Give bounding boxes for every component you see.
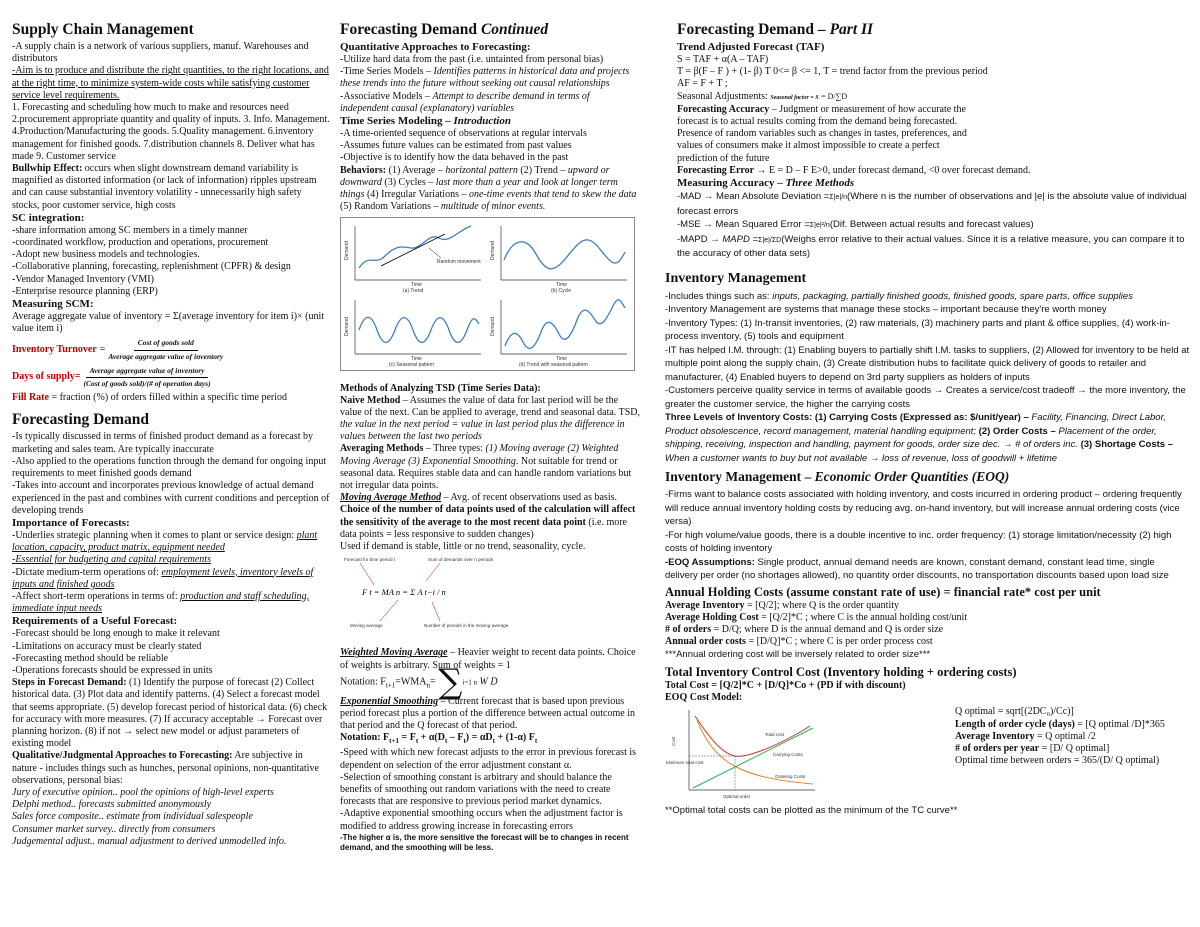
es-eq: + (1-α) F (494, 732, 535, 744)
averaging-emph: (1) Moving average (2) Weighted Moving Average (3) Exponential Smoothing (340, 443, 619, 467)
ma-fig-label: Moving average (350, 623, 383, 629)
quant-item (340, 91, 640, 115)
eoq-formula-text: = Q optimal /2 (1034, 730, 1096, 742)
steps-text: (1) Identify the purpose of forecast (2) Collect historical data. (3) Plot data and identify patterns. (4) Select a forecast model that seems appropriate. (5) develop forecast period of historical data. (6) check for accuracy with more measures. (7) If accuracy acceptable → Forecast over planning horizon. (8) if not → select new model or adjust parameters of existing model (12, 677, 328, 750)
eoq-formula-text: = [Q optimal /D]*365 (1074, 718, 1165, 730)
demand-axis-label: Demand (344, 241, 350, 261)
behaviors-emph: multitude of minor events. (440, 201, 546, 213)
inv-text: -Includes things such as: (665, 290, 773, 302)
requirements-title: Requirements of a Useful Forecast: (12, 615, 178, 628)
error-text: E = D – F E>0, under forecast demand, <0 over forecast demand. (766, 164, 1031, 176)
importance-item (12, 567, 330, 591)
tsm-item: -Assumes future values can be estimated from past values (340, 140, 572, 152)
time-axis-label: Time (411, 282, 422, 289)
importance-emph: employment levels, inventory levels of inputs and finished goods (12, 566, 314, 590)
eoq-formula-label: Length of order cycle (days) (955, 718, 1075, 730)
ma-bold: Choice of the number of data points used of the calculation will affect the sensitivity of the average to the most recent data point (340, 504, 636, 528)
weighted-moving-average (340, 647, 640, 671)
fill-text: = fraction (%) of orders filled within a specific time period (48, 392, 287, 404)
forecast-accuracy (677, 104, 967, 165)
days-label: Days of supply= (12, 371, 81, 383)
panel-c-label: (c) Seasonal pattern (389, 362, 435, 369)
mape-text: -MAPD → (677, 233, 723, 245)
quant-item: -Utilize hard data from the past (i.e. untainted from personal bias) (340, 54, 604, 65)
behaviors-text: (3) Cycles – (381, 176, 436, 188)
min-cost-label: Minimum total cost (666, 760, 704, 766)
ahc-text: = [D/Q]*C ; where C is per order process cost (745, 636, 933, 648)
turnover-formula: Inventory Turnover = Cost of goods sold Average aggregate value of inventory (12, 337, 330, 362)
behaviors-emph: one-time events that tend to skew the data (468, 189, 637, 201)
accuracy-text: – Judgment or measurement of how accurate the forecast is to actual results coming from the demand being forecasted. Presence of random variables such as changes in tastes, preferences, and values of consumers make it almost impossible to create a perfect prediction of the future (677, 103, 967, 164)
ahc-label: Average Inventory (665, 599, 745, 611)
behaviors-label: Behaviors: (340, 164, 387, 176)
importance-emph: plant location, capacity, product matrix, equipment needed (12, 529, 318, 554)
cost-axis-label: Cost (671, 736, 676, 747)
ahc-item (665, 636, 1190, 648)
ahc-text: = [Q/2]; where Q is the order quantity (744, 599, 900, 611)
quant-text: -Time Series Models – (340, 66, 434, 78)
total-inventory-cost-title: Total Inventory Control Cost (Inventory holding + ordering costs) (665, 664, 1017, 679)
methods-title: Methods of Analyzing TSD (Time Series Data): (340, 382, 541, 394)
fd-item: -Is typically discussed in terms of finished product demand as a forecast by marketing and sales team. Are typically inaccurate (12, 431, 314, 455)
annual-holding-costs-title: Annual Holding Costs (assume constant rate of use) = financial rate* cost per unit (665, 584, 1101, 599)
column-3 (665, 18, 1190, 923)
qualitative-item: Consumer market survey.. directly from consumers (12, 823, 216, 835)
eoq-formula (955, 743, 1190, 755)
importance-text: -Affect short-term operations in terms of: (12, 590, 181, 602)
inv-costs-emph: When a customer wants to buy but not available → loss of revenue, loss of goodwill + lifetime (665, 452, 1058, 464)
integration-item: -Vendor Managed Inventory (VMI) (12, 273, 154, 285)
taf-formula: T = β(F – F ) + (1- β) T 0<= β <= 1, T = trend factor from the previous period (677, 66, 988, 78)
mse-desc: (Dif. Between actual results and forecast values) (829, 219, 1034, 231)
ahc-note: ***Annual ordering cost will be inversely related to order size*** (665, 649, 931, 661)
tsm-item: -A time-oriented sequence of observations at regular intervals (340, 128, 587, 140)
es-eq: ) = αD (465, 732, 493, 744)
optimal-order-label: Optimal order (723, 794, 751, 800)
quant-emph: Attempt to describe demand in terms of independent causal (explanatory) variables (340, 90, 590, 114)
behaviors (340, 165, 640, 214)
importance-text: -Dictate medium-term operations of: (12, 566, 162, 578)
demand-axis-label: Demand (490, 317, 496, 337)
requirement-item: -Forecasting method should be reliable (12, 652, 169, 664)
averaging-methods (340, 443, 640, 492)
measuring-accuracy-title (677, 177, 1190, 190)
averaging-text: . Not suitable for trend or seasonal data. Requires stable data and can handle random variations but not irregular data points. (340, 455, 632, 492)
behaviors-emph: horizontal pattern (445, 164, 518, 176)
wma-notation: Notation: $F_{t+1}=WMA_n= \sum i=1$ n W D (340, 661, 498, 702)
requirement-item: -Limitations on accuracy must be clearly stated (12, 640, 202, 652)
behaviors-text: (2) Trend – (517, 164, 568, 176)
behaviors-emph: last more than a year and look at longer term things (340, 176, 618, 201)
panel-b-label: (b) Cycle (551, 288, 572, 295)
scm-list: 1. Forecasting and scheduling how much to make and resources need 2.procurement appropriate quantity and quality of inputs. 3. Info. Management. 4.Production/Manufacturing the goods. 5.Quality management. 6.inventory management for finished goods. 7.distribution channels 8. Deliver what has made 9. Customer service (12, 102, 330, 162)
pointer-line (360, 563, 374, 585)
exponential-smoothing (340, 696, 640, 733)
es-eq: – F (447, 732, 464, 744)
time-series-patterns-figure (340, 217, 635, 371)
pointer-line (432, 602, 440, 621)
averaging-label: Averaging Methods (340, 443, 424, 455)
integration-item: -Collaborative planning, forecasting, replenishment (CPFR) & design (12, 261, 291, 273)
inv-item: -Customers perceive quality service in terms of available goods → Creates a service/cost tradeoff → the more inventory, the greater the customer service, the higher the carrying costs (665, 385, 1186, 410)
ahc-item (665, 600, 1190, 612)
ma-fig-label: Sum of demands over n periods (428, 557, 494, 563)
eoq-formula-text: = [D/ Q optimal] (1039, 743, 1110, 755)
panel-d-label: (d) Trend with seasonal pattern (519, 362, 588, 369)
ma-fig-label: Number of periods in the moving average (424, 623, 509, 629)
ma-equation: F t = MA n = Σ A t−i / n (362, 587, 446, 598)
ahc-label: # of orders (665, 623, 712, 635)
total-cost-curve (695, 716, 810, 756)
inv-costs-label: (3) Shortage Costs – (1077, 439, 1173, 451)
title-text: Forecasting Demand – (677, 21, 830, 38)
inv-costs (665, 411, 1190, 465)
importance-emph: production and staff scheduling, immediate input needs (12, 590, 310, 615)
trend-direction-line (381, 234, 445, 266)
column-1 (12, 18, 330, 923)
importance-item (12, 591, 330, 615)
importance-text: -Underlies strategic planning when it comes to plant or service design: (12, 529, 297, 541)
taf-formula: S = TAF + α(A – TAF) (677, 54, 769, 65)
inv-costs-label: Three Levels of Inventory Costs: (1) Carrying Costs (Expressed as: $/unit/year) – (665, 412, 1032, 424)
fill-label: Fill Rate (12, 392, 49, 404)
eoq-formula-label: Average Inventory (955, 730, 1035, 742)
bullwhip-text: occurs when slight downstream demand variability is magnified as distorted information (or lack of information) ripples upstream and can cause substantial inventory volatility - unnecessarily high safety stocks, poor customer service, high costs (12, 163, 317, 211)
forecast-error (677, 165, 1190, 177)
qualitative-item: Judgemental adjust.. manual adjustment to derived unmodelled info. (12, 835, 287, 847)
qualitative (12, 750, 330, 787)
total-cost-label: Total cost (765, 732, 785, 738)
title-emph: Continued (480, 21, 549, 38)
eoq-formulas (955, 706, 1190, 767)
fill-rate (12, 392, 330, 404)
scm-title: Supply Chain Management (12, 21, 194, 38)
inv-item: -Inventory Types: (1) In-transit inventories, (2) raw materials, (3) machinery parts and plant & office supplies, (4) work-in-process inventory, (5) tools and equipment (665, 317, 1170, 343)
inv-costs-label: (2) Order Costs – (976, 425, 1059, 437)
naive-label: Naive Method (340, 394, 401, 406)
integration-item: -Adopt new business models and technologies. (12, 249, 200, 261)
inv-item (665, 290, 1190, 304)
carrying-cost-line (693, 728, 813, 788)
forecasting-demand-title: Forecasting Demand (12, 411, 150, 429)
ahc-label: Annual order costs (665, 636, 746, 648)
eoq-item: -For high volume/value goods, there is a double incentive to inc. order frequency: (1) storage limitation/necessity (2) high costs of holding inventory (665, 529, 1172, 555)
time-axis-label: Time (411, 356, 422, 363)
es-eq: = F (399, 732, 416, 744)
days-formula (12, 365, 330, 390)
turnover-label: Inventory Turnover (12, 344, 97, 356)
importance-item: -Essential for budgeting and capital requirements (12, 554, 211, 566)
tsm-item: -Objective is to identify how the data behaved in the past (340, 152, 569, 164)
ma-usage: Used if demand is stable, little or no trend, seasonality, cycle. (340, 541, 586, 553)
inv-item: -IT has helped I.M. through: (1) Enabling buyers to partially shift I.M. tasks to suppliers, (2) Allowed for inventory to be held at multiple point along the supply chain, (3) Create distribution hubs to facilitate quick delivery of goods to retailer and manufacturer, (4) Enabled buyers to depend on 3rd party suppliers as holders of inputs (665, 344, 1190, 383)
importance-title: Importance of Forecasts: (12, 516, 130, 529)
fd-part2-title (677, 20, 1190, 39)
steps-label: Steps in Forecast Demand: (12, 677, 127, 689)
taf-formula: AF = F + T ; (677, 78, 728, 90)
inv-emph: inputs, packaging, partially finished goods, finished goods, spare parts, office supplies (772, 290, 1133, 302)
inv-costs-emph: Placement of the order, shipping, receiving, inspection and handling, payment for goods, order size dec. → # of orders inc. (665, 425, 1157, 451)
es-item: -Speed with which new forecast adjusts to the error in previous forecast is dependent on selection of the error adjustment constant α. (340, 747, 637, 771)
measuring-title: Measuring SCM: (12, 298, 94, 311)
demand-axis-label: Demand (490, 241, 496, 261)
time-axis-label: Time (556, 356, 567, 363)
ordering-cost-label: Ordering Costs (775, 774, 806, 780)
eoq-title (665, 467, 1190, 486)
ma-label: Moving Average Method (340, 492, 442, 504)
es-item: -Selection of smoothing constant is arbitrary and should balance the benefits of smoothing out random variations with the need to create forecasts that are responsive to previous period market dynamics. (340, 771, 612, 808)
es-text: – Current forecast that is based upon previous period forecast plus a portion of the difference between actual outcome in that period and the Q forecast of that period. (340, 695, 635, 731)
fd-continued-title (340, 20, 640, 39)
naive-emph: the value in the next period = value in last period plus the difference in values between the last two periods (340, 419, 625, 443)
eoq-formula: Q optimal = sqrt[(2DC₀)/Cc)] (955, 706, 1074, 718)
eoq-assumptions-label: -EOQ Assumptions: (665, 556, 755, 568)
accuracy-label: Forecasting Accuracy (677, 103, 770, 115)
pointer-line (380, 600, 398, 621)
quant-text: -Associative Models – (340, 90, 433, 102)
ahc-text: = D/Q; where D is the annual demand and Q is order size (711, 623, 944, 635)
fd-item: -Also applied to the operations function through the demand for ongoing input requirements to meet finished goods demand (12, 455, 327, 480)
random-label: Random movement (437, 259, 481, 266)
pointer-line (426, 563, 440, 581)
ahc-item (665, 612, 1190, 624)
seasonal-adjustments: Seasonal Adjustments: Seasonal factor = S = D/∑D (677, 90, 848, 102)
seasonal-label: Seasonal Adjustments: (677, 90, 768, 102)
turnover-denominator: Average aggregate value of inventory (108, 351, 224, 361)
column-2 (340, 18, 640, 923)
eoq-note: **Optimal total costs can be plotted as the minimum of the TC curve** (665, 805, 958, 817)
macc-text: Measuring Accuracy – (677, 177, 786, 190)
eoq-item: -Firms want to balance costs associated with holding inventory, and costs incurred in ordering product – ordering frequently will reduce annual inventory holding costs by reducing avg. on-hand inventory, but will increase annual ordering costs (vice versa) (665, 489, 1182, 528)
turnover-numerator: Cost of goods sold (134, 337, 198, 350)
eoq-cost-chart (665, 706, 825, 802)
title-emph: Part II (829, 21, 874, 38)
eoq-assumptions (665, 556, 1190, 583)
behaviors-text: (4) Irregular Variations – (364, 189, 469, 201)
eoq-section (665, 704, 1190, 804)
eoq-title-text: Inventory Management – (665, 469, 815, 485)
behaviors-text: (5) Random Variations – (340, 201, 441, 213)
measuring-text: Average aggregate value of inventory = Σ(average inventory for item i)× (unit value item i) (12, 311, 325, 335)
integration-item: -coordinated workflow, production and operations, procurement (12, 237, 269, 249)
total-cost-formula: Total Cost = [Q/2]*C + [D/Q]*Co + (PD if with discount) (665, 679, 906, 691)
tsm-title-text: Time Series Modeling – (340, 115, 454, 128)
fd-item: -Takes into account and incorporates previous knowledge of actual demand experienced in the past and combines with current conditions and perception of developing trends (12, 480, 330, 516)
qualitative-text: Are subjective in nature - includes things such as hunches, personal opinions, non-quantitative observations, personal bias: (12, 750, 319, 786)
mape-formula: MAPD = (722, 233, 759, 245)
eoq-formula-label: # of orders per year (955, 743, 1040, 755)
steps (12, 677, 330, 750)
behaviors-text: (1) Average – (386, 164, 446, 176)
carrying-cost-label: Carrying Costs (773, 752, 803, 758)
panel-a-label: (a) Trend (403, 288, 424, 295)
inv-item: -Inventory Management are systems that manage these stocks – important because they're worth money (665, 304, 1107, 316)
moving-average (340, 492, 640, 541)
averaging-text: – Three types: (423, 443, 486, 455)
eoq-formula: Optimal time between orders = 365/(D/ Q optimal) (955, 755, 1160, 767)
eoq-formula (955, 719, 1190, 731)
error-label: Forecasting Error → (677, 164, 767, 176)
mape-item: -MAPD → MAPD =Σ|e|/ΣD(Weighs error relative to their actual values. Since it is a relative measure, you can compare it to the accuracy of other data sets) (677, 233, 1185, 260)
mad-text: -MAD → Mean Absolute Deviation = (677, 191, 830, 203)
macc-emph: Three Methods (785, 177, 855, 190)
eoq-formula (955, 731, 1190, 743)
notation-text: =WMA (395, 676, 427, 688)
days-denominator: (Cost of goods sold)/(# of operation days) (83, 379, 211, 389)
mape-desc: (Weighs error relative to their actual values. Since it is a relative measure, you can compare it to the accuracy of other data sets) (677, 233, 1185, 260)
requirement-item: -Forecast should be long enough to make it relevant (12, 628, 220, 640)
mad-desc: (Where n is the number of observations and |e| is the absolute value of individual forecast errors (677, 191, 1187, 217)
bullwhip-label: Bullwhip Effect: (12, 163, 83, 175)
ma-text: (i.e. more data points = less responsive to sudden changes) (340, 516, 627, 540)
es-notation-text: Notation: F (340, 732, 390, 744)
taf-title: Trend Adjusted Forecast (TAF) (677, 41, 825, 53)
ahc-text: = [Q/2]*C ; where C is the annual holding cost/unit (758, 611, 968, 623)
es-notation: Notation: $F_{t+1} = F_t + \alpha(D_t - F_t) = \alpha D_t + (1-\alpha)$ $F_t$ (340, 732, 538, 746)
trend-seasonal-line (505, 300, 625, 349)
es-label: Exponential Smoothing (340, 695, 439, 707)
time-axis-label: Time (556, 282, 567, 289)
naive-method (340, 395, 640, 444)
cycle-line (504, 240, 625, 269)
qualitative-item: Delphi method.. forecasts submitted anonymously (12, 799, 212, 811)
ma-fig-label: Forecast for time period t (344, 557, 396, 563)
moving-average-formula-figure (340, 555, 509, 637)
inv-costs-emph: Facility, Financing, Direct Labor, Product obsolescence, record management, material handling equipment; (665, 412, 1166, 437)
naive-text: – Assumes the value of data for last period will be the value of the next. Can be applied to average, trend and seasonal data. TSD, (340, 394, 640, 418)
inventory-title: Inventory Management (665, 270, 807, 286)
mad-item: -MAD → Mean Absolute Deviation =Σ|e|/n(Where n is the number of observations and |e| is the absolute value of individual forecast errors (677, 191, 1187, 217)
ahc-label: Average Holding Cost (665, 611, 759, 623)
bullwhip-effect (12, 163, 330, 212)
tsm-title-emph: Introduction (453, 115, 511, 128)
wma-label: Weighted Moving Average (340, 647, 448, 659)
importance-item (12, 530, 330, 554)
quant-emph: Identifies patterns in historical data and projects these trends into the future without seeking out causal relationships (340, 66, 630, 90)
days-numerator: Average aggregate value of inventory (86, 365, 209, 378)
es-item: -Adaptive exponential smoothing occurs when the adjustment factor is modified to address growing increase in forecasting errors (340, 808, 623, 832)
mse-text: -MSE → Mean Squared Error = (677, 219, 810, 231)
title-text: Forecasting Demand (340, 21, 481, 38)
requirement-item: -Operations forecasts should be expressed in units (12, 664, 213, 676)
qualitative-item: Jury of executive opinion.. pool the opinions of high-level experts (12, 786, 274, 798)
wma-text: – Heavier weight to recent data points. Choice of weights is arbitrary. Sum of weights = 1 (340, 647, 636, 671)
quant-item (340, 66, 640, 90)
behaviors-emph: upward or downward (340, 164, 610, 188)
demand-axis-label: Demand (344, 317, 350, 337)
integration-title: SC integration: (12, 211, 85, 224)
sigma-symbol: ∑ (438, 661, 463, 702)
es-last: -The higher α is, the more sensitive the forecast will be to changes in recent demand, and the smoothing will be less. (340, 832, 629, 852)
tsm-title (340, 115, 640, 128)
mse-item: -MSE → Mean Squared Error =Σ|e|²/n(Dif. Between actual results and forecast values) (677, 219, 1034, 231)
integration-item: -share information among SC members in a timely manner (12, 224, 248, 236)
qualitative-item: Sales force composite.. estimate from individual salespeople (12, 811, 253, 823)
es-eq: + α(D (418, 732, 445, 744)
integration-item: -Enterprise resource planning (ERP) (12, 285, 158, 297)
qualitative-label: Qualitative/Judgmental Approaches to Forecasting: (12, 750, 233, 762)
quant-title: Quantitative Approaches to Forecasting: (340, 41, 531, 53)
ahc-item (665, 624, 1190, 636)
seasonal-formula: Seasonal factor = S (770, 94, 819, 101)
eoq-title-emph: Economic Order Quantities (EOQ) (814, 469, 1010, 485)
notation-label: Notation: F (340, 676, 386, 688)
eoq-assumptions-text: Single product, annual demand needs are known, constant demand, constant lead time, single delivery per order (no shortages allowed), no quantity order discounts, no transportation discounts based upon load size (665, 556, 1169, 582)
eoq-model-label: EOQ Cost Model: (665, 692, 743, 704)
scm-definition: -A supply chain is a network of various suppliers, manuf. Warehouses and distributors (12, 41, 309, 65)
random-pointer (429, 248, 441, 258)
ma-text: – Avg. of recent observations used as basis. (441, 492, 617, 504)
seasonal-line (359, 318, 479, 343)
scm-aim: -Aim is to produce and distribute the right quantities, to the right locations, and at the right time, to minimize system-wide costs while satisfying customer service level requirements. (12, 65, 329, 101)
